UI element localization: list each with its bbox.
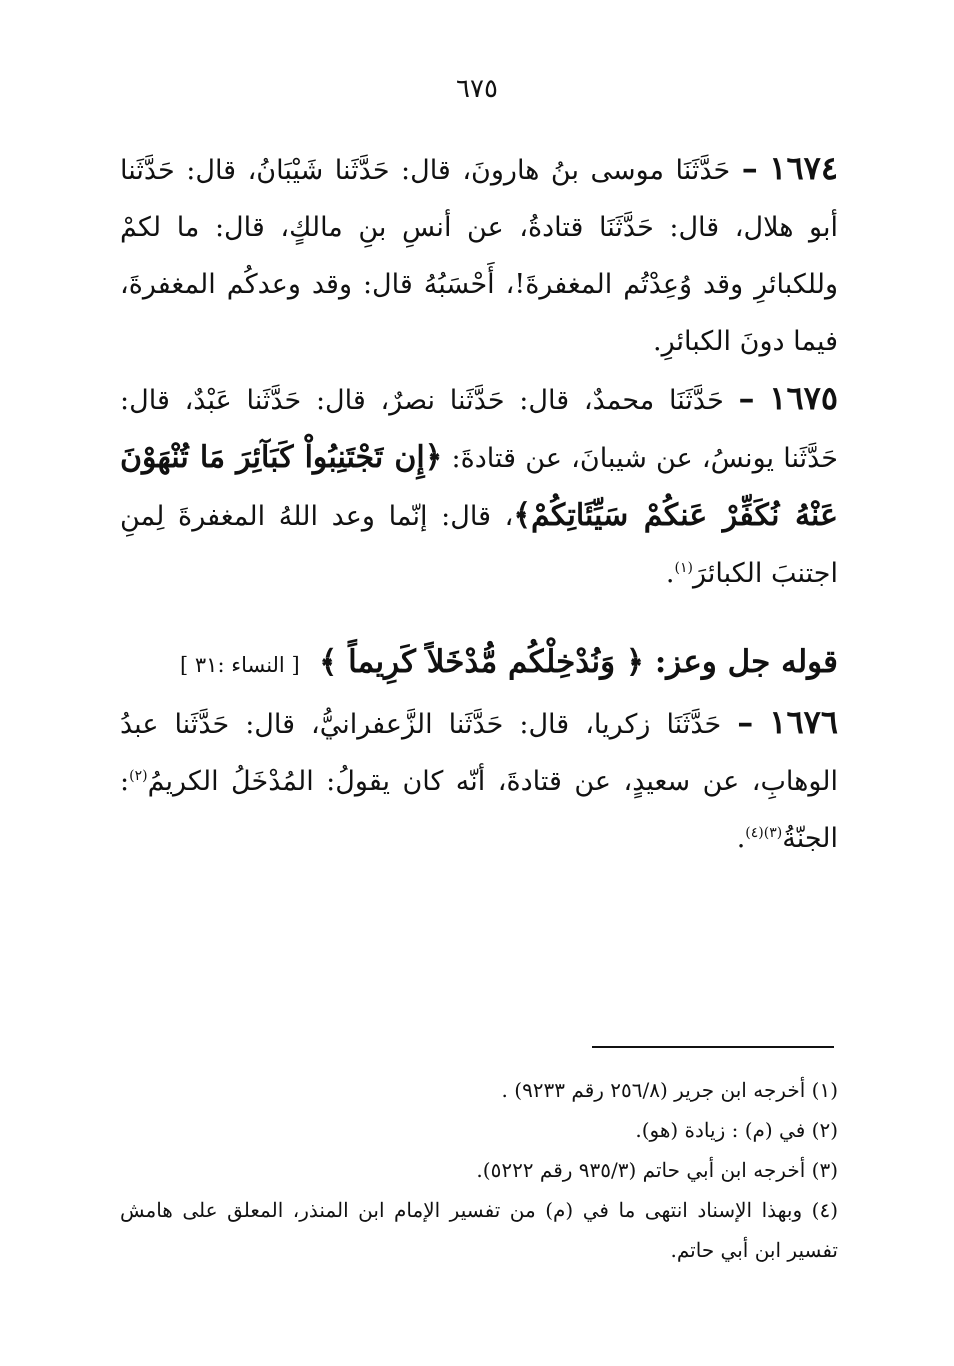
entry-text: حَدَّثَنَا محمدٌ، قال: حَدَّثَنا نصرٌ، قال: حَدَّثَنا عَبْدٌ، قال: حَدَّثَنا يونسُ، عن شيبانَ، عن قتادةَ: [120, 385, 838, 474]
page-number: ٦٧٥ [456, 74, 498, 104]
footnote-marker: (١) [674, 560, 693, 576]
footnote: (٢) في (م) : زيادة (هو). [635, 1118, 838, 1142]
quran-verse: ﴿إِن تَجْتَنِبُواْ كَبَآئِرَ مَا تُنْهَوْنَ عَنْهُ نُكَفِّرْ عَنكُمْ سَيِّئَاتِكُمْ﴾ [120, 440, 838, 533]
entry-text: حَدَّثَنَا موسى بنُ هارونَ، قال: حَدَّثَنا شَيْبَانُ، قال: حَدَّثَنا أبو هلال، قال: حَدَّثَنَا قتادةُ، عن أنسِ بنِ مالكٍ، قال: ما لكمْ وللكبائرِ وقد وُعِدْتُم المغفرةَ!، أَحْسَبُهُ قال: وقد وعدكُم المغفرةَ، فيما دونَ الكبائرِ. [120, 155, 838, 357]
footnote: (٤) وبهذا الإسناد انتهى ما في (م) من تفسير الإمام ابن المنذر، المعلق على هامش تفسير ابن أبي حاتم. [120, 1198, 838, 1262]
entry-1676 [120, 694, 838, 867]
entry-1675 [120, 370, 838, 602]
section-spacer [120, 602, 838, 634]
quran-reference: [ النساء :٣١ ] [180, 653, 300, 677]
footnote-marker: (٢) [129, 768, 148, 784]
entry-number: ١٦٧٦ [769, 703, 838, 741]
section-heading [120, 634, 838, 694]
footnote-separator [592, 1046, 834, 1048]
entry-end: . [736, 823, 746, 854]
entry-number: ١٦٧٤ [769, 149, 838, 187]
footnote: (١) أخرجه ابن جرير (٢٥٦/٨ رقم ٩٢٣٣) . [501, 1078, 838, 1102]
entry-end: . [665, 558, 675, 589]
entry-text-continued: : الجنّةُ [120, 766, 838, 854]
heading-title: قوله جل وعز: ﴿ وَنُدْخِلْكُم مُّدْخَلاً كَرِيماً ﴾ [319, 644, 838, 680]
entry-text-continued: ، قال: إنّما وعد اللهُ المغفرةَ لِمنِ اجتنبَ الكبائرَ [120, 501, 838, 589]
footnote-marker: (٣)(٤) [745, 825, 783, 841]
entry-dash: – [738, 379, 755, 417]
entry-text: حَدَّثَنَا زكريا، قال: حَدَّثَنا الزَّعفرانيُّ، قال: حَدَّثَنا عبدُ الوهابِ، عن سعيدٍ، عن قتادةَ، أنّه كان يقولُ: المُدْخَلُ الكريمُ [120, 709, 838, 797]
footnote: (٣) أخرجه ابن أبي حاتم (٩٣٥/٣ رقم ٥٢٢٢). [476, 1158, 838, 1182]
main-text [120, 140, 838, 867]
entry-number: ١٦٧٥ [769, 379, 839, 417]
entry-dash: – [737, 703, 754, 741]
entry-1674 [120, 140, 838, 370]
footnotes [120, 1070, 838, 1270]
entry-dash: – [741, 149, 758, 187]
